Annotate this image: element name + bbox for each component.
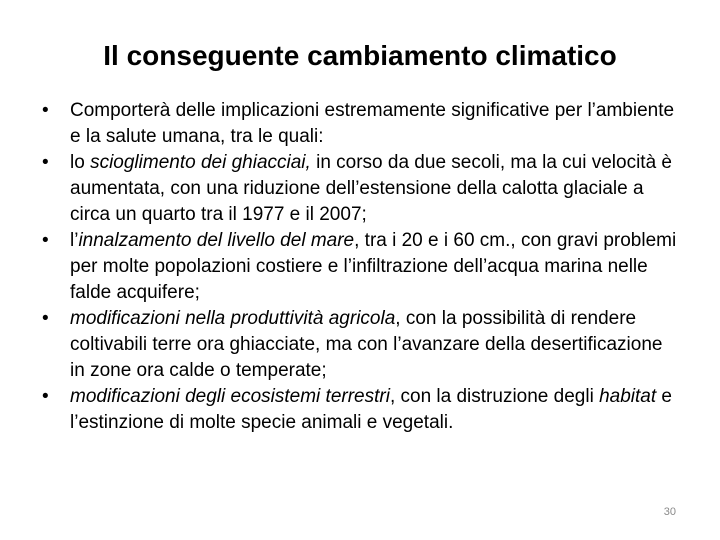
bullet-mark: • [42, 100, 49, 121]
bullet-text: , con la distruzione degli [389, 386, 600, 407]
bullet-mark: • [42, 308, 49, 329]
bullet-text: Comporterà delle implicazioni estremamente significative per l’ambiente e la salute umana, tra le quali: [70, 100, 675, 147]
bullet-mark: • [42, 386, 49, 407]
bullet-text: , con la possibilità di rendere coltivabili terre ora ghiacciate, ma con l’avanzare della desertificazione in zone ora calde o temperate; [70, 308, 663, 381]
bullet-text: in corso da due secoli, ma la cui velocità è aumentata, con una riduzione dell’estensione della calotta glaciale a circa un quarto tra il 1977 e il 2007; [70, 152, 672, 225]
bullet-text: l’ [70, 230, 79, 251]
slide-title: Il conseguente cambiamento climatico [103, 40, 617, 71]
bullet-mark: • [42, 230, 49, 251]
bullet-list [40, 98, 680, 436]
bullet-item [40, 306, 680, 384]
bullet-item [40, 150, 680, 228]
bullet-item [40, 98, 680, 150]
bullet-text-italic: modificazioni degli ecosistemi terrestri [70, 386, 390, 407]
bullet-text: lo [70, 152, 91, 173]
bullet-text-italic: innalzamento del livello del mare [78, 230, 355, 251]
bullet-text-italic: habitat [599, 386, 657, 407]
page-number: 30 [663, 506, 676, 518]
bullet-text-italic: scioglimento dei ghiacciai, [90, 152, 311, 173]
bullet-mark: • [42, 152, 49, 173]
bullet-text-italic: modificazioni nella produttività agricola [70, 308, 396, 329]
bullet-item [40, 228, 680, 306]
bullet-item [40, 384, 680, 436]
bullet-text: e l’estinzione di molte specie animali e vegetali. [70, 386, 672, 433]
bullet-text: , tra i 20 e i 60 cm., con gravi problemi per molte popolazioni costiere e l’infiltrazione dell’acqua marina nelle falde acquifere; [70, 230, 677, 303]
